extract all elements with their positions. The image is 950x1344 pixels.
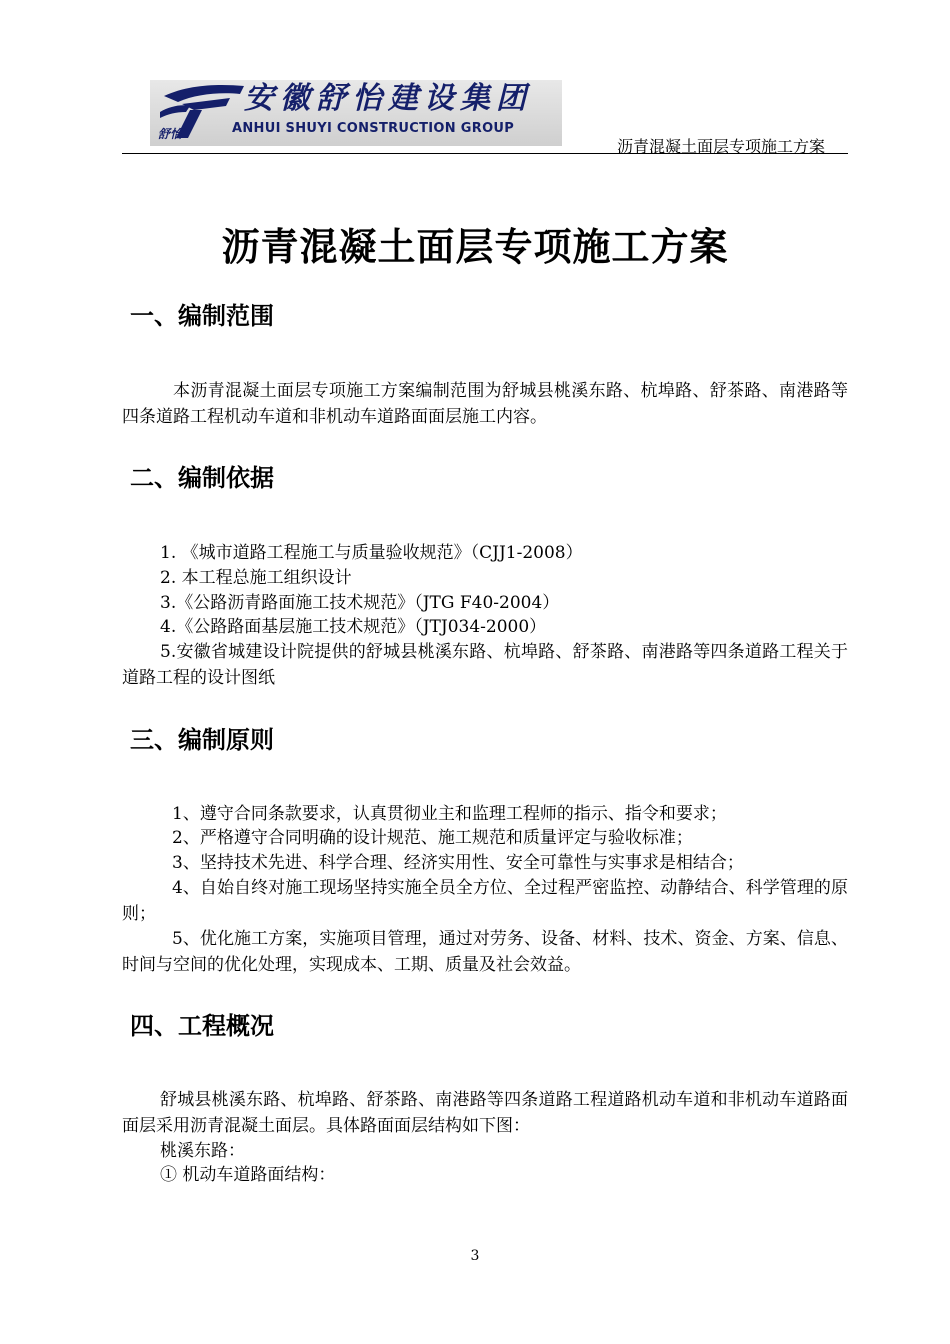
list-item: 5.安徽省城建设计院提供的舒城县桃溪东路、杭埠路、舒茶路、南港路等四条道路工程关于道路工程的设计图纸	[122, 642, 848, 688]
header-divider	[122, 153, 848, 154]
list-item: 4.《公路路面基层施工技术规范》（JTJ034-2000）	[160, 617, 547, 637]
list-item: 4、自始自终对施工现场坚持实施全员全方位、全过程严密监控、动静结合、科学管理的原则；	[122, 878, 848, 924]
sub-heading-line: ① 机动车道路面结构：	[160, 1165, 336, 1185]
section-heading: 一、编制范围	[130, 301, 274, 330]
section-paragraph: 舒城县桃溪东路、杭埠路、舒茶路、南港路等四条道路工程道路机动车道和非机动车道路面面层采用沥青混凝土面层。具体路面面层结构如下图：	[122, 1090, 848, 1136]
section-paragraph: 本沥青混凝土面层专项施工方案编制范围为舒城县桃溪东路、杭埠路、舒茶路、南港路等四条道路工程机动车道和非机动车道路面面层施工内容。	[122, 381, 848, 427]
running-header-title: 沥青混凝土面层专项施工方案	[616, 137, 825, 156]
list-item: 3、坚持技术先进、科学合理、经济实用性、安全可靠性与实事求是相结合；	[172, 853, 744, 873]
company-name-cn: 安徽舒怡建设集团	[244, 81, 532, 116]
list-item: 2、严格遵守合同明确的设计规范、施工规范和质量评定与验收标准；	[172, 828, 693, 848]
document-title: 沥青混凝土面层专项施工方案	[221, 224, 729, 269]
section-heading: 四、工程概况	[130, 1011, 274, 1040]
section-heading: 三、编制原则	[130, 725, 274, 754]
section-heading: 二、编制依据	[130, 463, 274, 492]
sub-heading-line: 桃溪东路：	[160, 1141, 245, 1161]
company-logo	[150, 80, 562, 146]
list-item: 3.《公路沥青路面施工技术规范》（JTG F40-2004）	[160, 593, 560, 613]
page-number: 3	[470, 1248, 480, 1264]
list-item: 5、优化施工方案，实施项目管理，通过对劳务、设备、材料、技术、资金、方案、信息、时间与空间的优化处理，实现成本、工期、质量及社会效益。	[122, 929, 848, 975]
logo-sub-text: 舒怡	[158, 127, 183, 141]
list-item: 1. 《城市道路工程施工与质量验收规范》（CJJ1-2008）	[160, 543, 583, 563]
list-item: 1、遵守合同条款要求，认真贯彻业主和监理工程师的指示、指令和要求；	[172, 804, 727, 824]
list-item: 2. 本工程总施工组织设计	[160, 568, 352, 588]
company-name-en: ANHUI SHUYI CONSTRUCTION GROUP	[232, 121, 515, 136]
